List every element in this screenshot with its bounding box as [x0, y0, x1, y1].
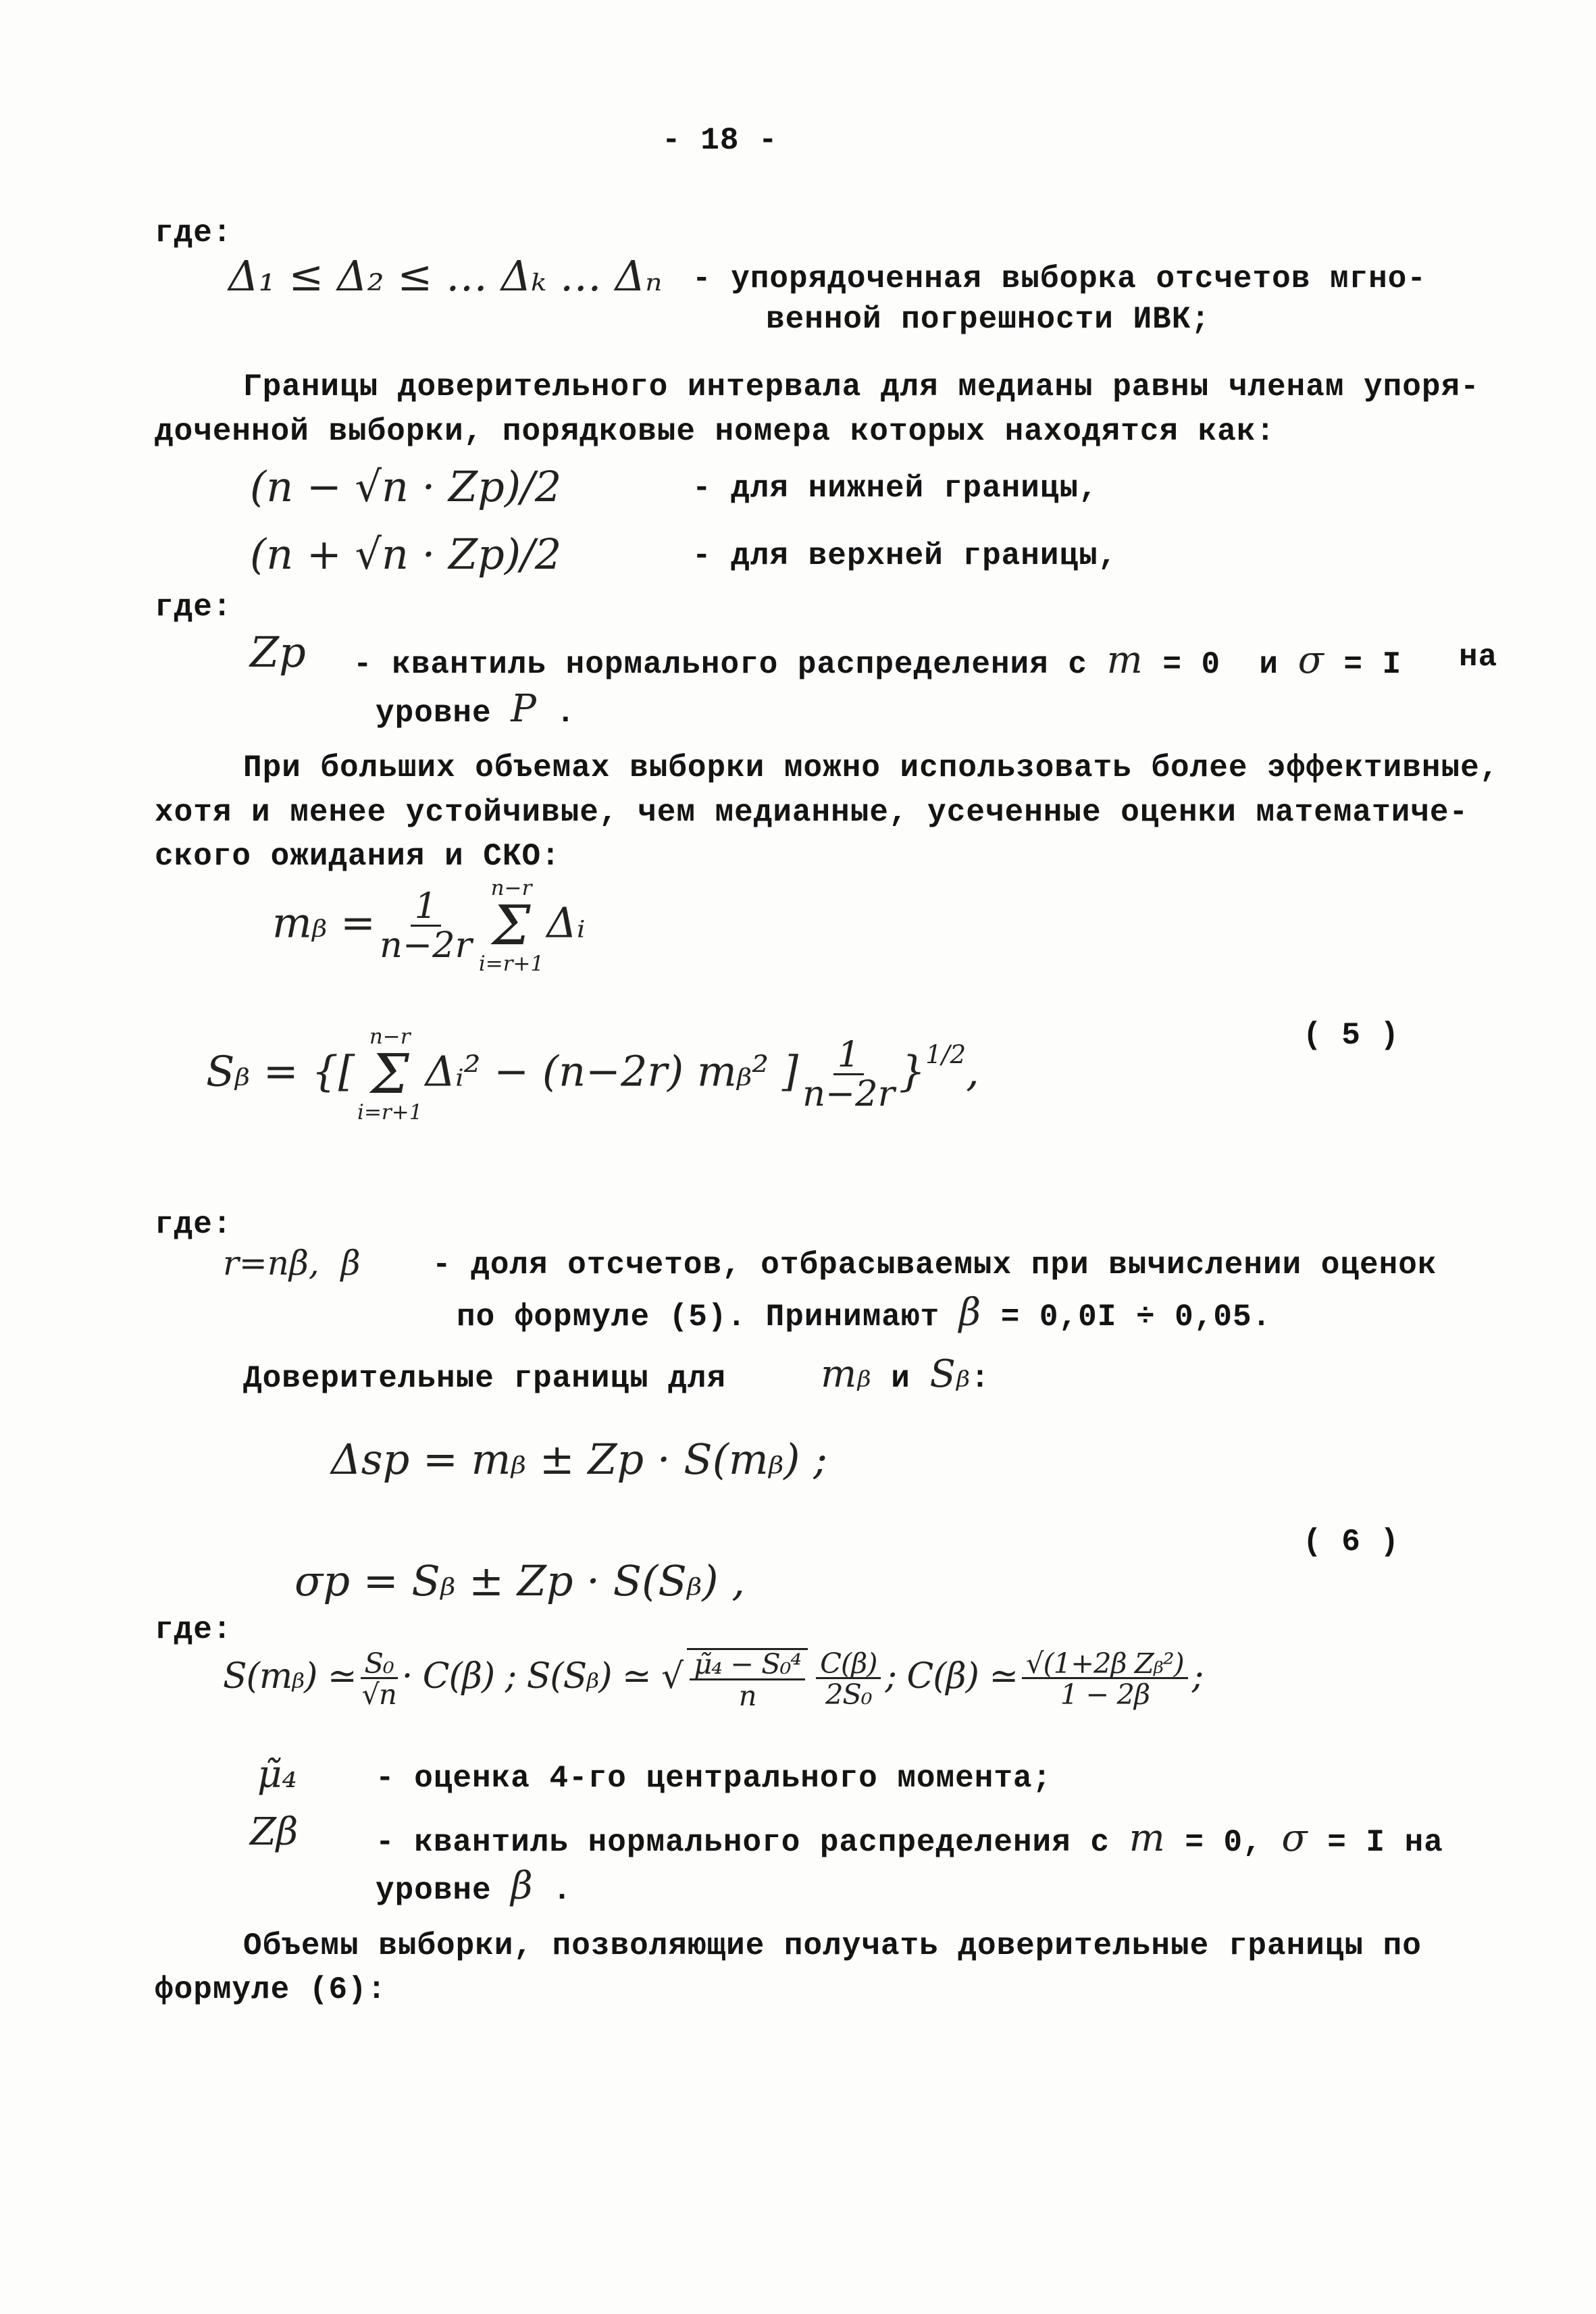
comma: ,: [966, 1046, 979, 1096]
c-beta-lhs: ; C(β) ≃: [885, 1656, 1019, 1697]
colon: :: [971, 1361, 990, 1396]
zb-symbol: Zβ: [250, 1810, 299, 1854]
r-def-line2: [457, 1291, 1272, 1335]
level-text: уровне: [376, 1873, 492, 1908]
sigma-symbol: σ: [1281, 1816, 1308, 1860]
level-text: уровне: [376, 696, 492, 731]
m-beta-formula: [272, 878, 585, 975]
sum-lower: i=r+1: [357, 1100, 423, 1125]
semicolon: ;: [1191, 1656, 1204, 1697]
numerator: 1: [411, 889, 442, 927]
r-formula: r=nβ, β: [223, 1243, 361, 1283]
para2-line2: хотя и менее устойчивые, чем медианные, усеченные оценки математиче-: [155, 795, 1469, 830]
mu4-symbol: μ̃₄: [257, 1753, 297, 1797]
s-beta-term: Δᵢ² − (n−2r) mᵦ² ]: [425, 1046, 799, 1096]
lower-bound-formula: (n − √n · Zp)/2: [250, 462, 562, 511]
delta-i: Δᵢ: [546, 898, 586, 948]
sqrt-fraction: [687, 1647, 808, 1712]
numerator: S₀: [361, 1649, 398, 1680]
sigma-sign: Σ: [492, 894, 531, 958]
sigma-value: = I на: [1327, 1825, 1443, 1860]
exponent: 1/2: [925, 1039, 967, 1069]
zp-definition: [353, 638, 1402, 682]
m-symbol: m: [1129, 1816, 1166, 1860]
m-value: = 0,: [1185, 1825, 1262, 1860]
fraction: [816, 1646, 881, 1712]
sum-lower: i=r+1: [478, 951, 544, 976]
equation-number-6: ( 6 ): [1303, 1524, 1400, 1560]
p-symbol: P: [511, 687, 537, 731]
upper-bound-formula: (n + √n · Zp)/2: [250, 530, 562, 579]
fraction: [380, 885, 472, 966]
fraction: [802, 1034, 895, 1114]
m-beta-lhs: mᵦ =: [272, 898, 376, 948]
numerator: C(β): [816, 1649, 881, 1680]
para2-line1: При больших объемах выборки можно использовать более эффективные,: [243, 750, 1499, 786]
zp-level: [376, 687, 576, 731]
s-beta-formula: [206, 1027, 979, 1123]
para2-line3: ского ожидания и СКО:: [155, 839, 561, 874]
numerator: μ̃₄ − S₀⁴: [690, 1650, 805, 1680]
numerator: √(1+2β Zᵦ²): [1022, 1649, 1188, 1680]
sum-upper: n−r: [490, 876, 532, 900]
sum: [479, 878, 544, 975]
m-beta-symbol: mᵦ: [821, 1352, 872, 1396]
beta-range: = 0,0I ÷ 0,05.: [1000, 1300, 1272, 1335]
and-text: и: [891, 1361, 910, 1396]
where-label: где:: [155, 590, 232, 625]
sigma-p-formula: σp = Sᵦ ± Zp · S(Sᵦ) ,: [294, 1556, 745, 1605]
sum-upper: n−r: [369, 1025, 411, 1049]
s-beta-lhs: Sᵦ = {[: [206, 1046, 355, 1096]
denominator: 1 − 2β: [1060, 1678, 1150, 1712]
delta-sp-formula: Δsp = mᵦ ± Zp · S(mᵦ) ;: [331, 1435, 828, 1484]
zb-level: [376, 1864, 572, 1908]
fraction: [1022, 1646, 1188, 1712]
s-beta-symbol: Sᵦ: [929, 1352, 971, 1396]
para3-line1: Объемы выборки, позволяющие получать доверительные границы по: [243, 1928, 1422, 1963]
fraction: [361, 1646, 398, 1712]
m-symbol: m: [1106, 638, 1143, 682]
where-label: где:: [155, 215, 232, 251]
where-label: где:: [155, 1612, 232, 1647]
numerator: 1: [833, 1037, 865, 1075]
conf-bounds-line: [243, 1352, 990, 1396]
beta-symbol: β: [511, 1864, 534, 1908]
period: .: [556, 696, 576, 731]
denominator: n−2r: [380, 924, 472, 966]
ordered-sample-formula: Δ₁ ≤ Δ₂ ≤ … Δₖ … Δₙ: [228, 251, 663, 301]
equation-number-5: ( 5 ): [1303, 1018, 1400, 1053]
where-label: где:: [155, 1207, 232, 1242]
sigma-value: = I: [1343, 647, 1402, 682]
para1-line2: доченной выборки, порядковые номера которых находятся как:: [155, 414, 1276, 449]
denominator: √n: [361, 1678, 396, 1712]
period: .: [552, 1873, 572, 1908]
upper-bound-text: - для верхней границы,: [692, 538, 1118, 573]
zb-definition: [376, 1816, 1443, 1860]
ordered-sample-text-1: - упорядоченная выборка отсчетов мгно-: [692, 261, 1426, 297]
denominator: 2S₀: [825, 1678, 872, 1712]
denominator: n: [738, 1678, 756, 1712]
beta-symbol: β: [958, 1291, 982, 1335]
sigma-symbol: σ: [1297, 638, 1324, 682]
s-estimates-formula: [223, 1646, 1204, 1712]
sum: [357, 1027, 422, 1123]
sigma-sign: Σ: [370, 1043, 409, 1106]
para1-line1: Границы доверительного интервала для медианы равны членам упоря-: [243, 369, 1480, 405]
zb-text: - квантиль нормального распределения с: [376, 1825, 1110, 1860]
r-def-line1: - доля отсчетов, отбрасываемых при вычислении оценок: [432, 1248, 1437, 1283]
lower-bound-text: - для нижней границы,: [692, 471, 1098, 506]
s-s-lhs: S(Sᵦ) ≃ √: [526, 1656, 684, 1697]
mu4-definition: - оценка 4-го центрального момента;: [376, 1761, 1052, 1796]
page-number: - 18 -: [662, 123, 778, 158]
zp-text: - квантиль нормального распределения с: [353, 647, 1087, 682]
zp-symbol: Zp: [250, 627, 306, 677]
accept-text: по формуле (5). Принимают: [457, 1300, 940, 1335]
ordered-sample-text-2: венной погрешности ИВК;: [766, 302, 1210, 337]
c-beta-term: · C(β) ;: [401, 1656, 517, 1697]
m-value: = 0 и: [1162, 647, 1279, 682]
zp-tail: на: [1459, 640, 1498, 675]
denominator: n−2r: [802, 1073, 895, 1114]
para3-line2: формуле (6):: [155, 1972, 387, 2007]
s-m-lhs: S(mᵦ) ≃: [223, 1656, 357, 1697]
conf-bounds-text: Доверительные границы для: [243, 1361, 727, 1396]
brace-close: }: [898, 1046, 926, 1096]
